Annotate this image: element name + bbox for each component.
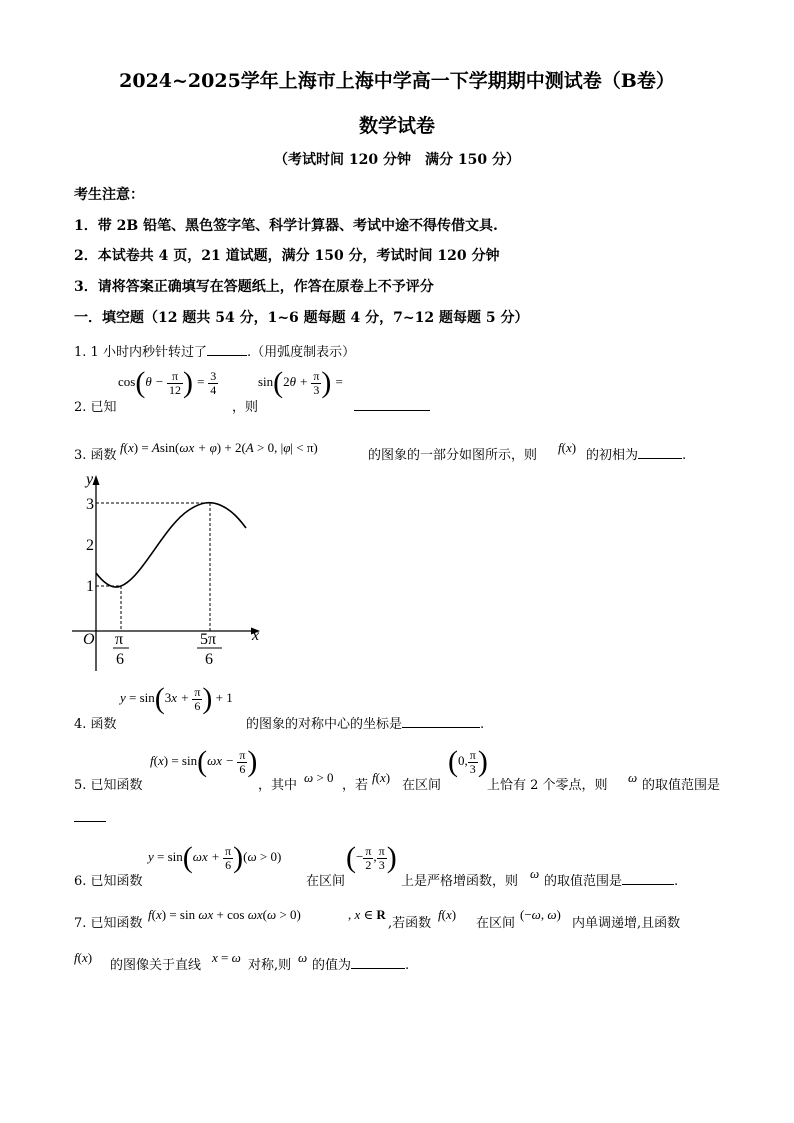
question-3-tail-text: 的初相为 [586, 448, 639, 463]
question-3-tail [586, 444, 686, 463]
question-6-tail: 上是严格增函数，则 [401, 874, 519, 889]
question-5-mid1: ，其中 [258, 778, 298, 793]
question-6-mid: 在区间 [306, 874, 346, 889]
question-4-formula: y = sin(3x + $\frac{\pi}{6}$ ) + 1 [120, 682, 233, 715]
question-2-mid: ，则 [232, 400, 259, 415]
notice-item-2: 2．本试卷共 4 页，21 道试题，满分 150 分，考试时间 120 分钟 [74, 248, 500, 264]
question-5-mid2: ，若 [342, 778, 369, 793]
question-7-domain: , x ∈ R [348, 907, 386, 922]
question-7-mid: ,若函数 [388, 916, 432, 931]
question-2-formula-1: cos(θ − $\frac{\pi}{12}$ ) = $\frac{3}{4}$ [118, 366, 217, 399]
question-5-omega: ω [628, 770, 638, 785]
question-7-line: x = ω [212, 950, 241, 965]
notice-item-3: 3．请将答案正确填写在答题纸上，作答在原卷上不予评分 [74, 279, 434, 295]
question-6-label: 6. 已知函数 [74, 874, 143, 889]
question-3-end: . [682, 448, 687, 463]
question-5-mid3: 在区间 [402, 778, 442, 793]
x-tick-pi6-numerator: π [115, 631, 124, 648]
question-6-omega: ω [530, 866, 540, 881]
question-2-formula-2: sin(2θ + $\frac{\pi}{3}$ ) = [258, 366, 344, 399]
section-heading: 一．填空题（12 题共 54 分，1~6 题每题 4 分，7~12 题每题 5 分） [74, 310, 529, 326]
answer-blank-3 [638, 446, 682, 459]
question-5-interval: (0, $\frac{\pi}{3}$ ) [448, 745, 488, 778]
question-7-interval: (−ω, ω) [520, 907, 561, 922]
question-7-label: 7. 已知函数 [74, 916, 143, 931]
question-7-line2c [312, 954, 409, 973]
answer-blank-4 [402, 715, 480, 728]
question-6-tail2-text: 的取值范围是 [544, 874, 623, 889]
exam-time-info: （考试时间 120 分钟 满分 150 分） [274, 152, 520, 168]
question-4-end: . [480, 717, 485, 732]
question-6-end: . [674, 874, 679, 889]
sine-curve [96, 503, 246, 587]
answer-blank-5 [74, 816, 106, 822]
origin-label: O [83, 631, 95, 648]
answer-blank-7 [351, 956, 405, 969]
function-graph [64, 468, 284, 673]
question-7-end: . [405, 958, 410, 973]
question-5-formula: f(x) = sin(ωx − $\frac{\pi}{6}$ ) [150, 745, 258, 778]
document-subtitle: 数学试卷 [358, 115, 435, 137]
question-3-formula: f(x) = Asin(ωx + φ) + 2(A > 0, |φ| < π) [120, 440, 318, 455]
question-7-fx: f(x) [438, 907, 457, 922]
question-1 [74, 341, 355, 360]
y-tick-label-1: 1 [86, 578, 94, 595]
question-7-fx-line2: f(x) [74, 950, 93, 965]
question-5-tail: 上恰有 2 个零点，则 [487, 778, 608, 793]
question-7-tail: 内单调递增,且函数 [572, 916, 681, 931]
y-tick-label-2: 2 [86, 537, 94, 554]
question-1-text: 1. 1 小时内秒针转过了 [74, 345, 207, 360]
x-axis-label: x [252, 627, 260, 644]
question-4-tail-text: 的图象的对称中心的坐标是 [246, 717, 403, 732]
notice-item-1: 1．带 2B 铅笔、黑色签字笔、科学计算器、考试中途不得传借文具. [74, 218, 498, 234]
question-7-line2a: 的图像关于直线 [110, 958, 202, 973]
question-6-interval: (− $\frac{\pi}{2}$ , $\frac{\pi}{3}$ ) [346, 841, 397, 874]
answer-blank-1 [207, 343, 247, 356]
x-tick-5pi6-numerator: 5π [200, 631, 217, 648]
question-3-fx: f(x) [558, 440, 577, 455]
question-1-tail: .（用弧度制表示） [246, 345, 356, 360]
question-5-tail2: 的取值范围是 [642, 778, 721, 793]
question-7-omega: ω [298, 950, 308, 965]
question-7-mid2: 在区间 [476, 916, 516, 931]
question-6-tail2 [544, 870, 678, 889]
question-3-label: 3. 函数 [74, 448, 117, 463]
y-axis-label: y [86, 471, 94, 488]
question-5-fx: f(x) [372, 770, 391, 785]
question-7-line2c-text: 的值为 [312, 958, 352, 973]
y-axis-arrow [93, 475, 100, 485]
x-tick-5pi6-denominator: 6 [205, 651, 213, 668]
question-5-omega-cond: ω > 0 [304, 770, 334, 785]
question-3-mid: 的图象的一部分如图所示，则 [368, 448, 538, 463]
question-4-label: 4. 函数 [74, 717, 117, 732]
question-2-label: 2. 已知 [74, 400, 117, 415]
question-7-formula: f(x) = sin ωx + cos ωx(ω > 0) [148, 907, 301, 922]
x-tick-pi6-denominator: 6 [116, 651, 124, 668]
notice-heading: 考生注意： [74, 187, 144, 203]
question-6-formula: y = sin(ωx + $\frac{\pi}{6}$ )(ω > 0) [148, 841, 282, 874]
y-tick-label-3: 3 [86, 496, 94, 513]
question-4-tail [246, 713, 484, 732]
answer-blank-2 [354, 398, 430, 411]
question-7-line2b: 对称,则 [248, 958, 292, 973]
question-5-label: 5. 已知函数 [74, 778, 143, 793]
document-title: 2024~2025学年上海市上海中学高一下学期期中测试卷（B卷） [119, 70, 675, 92]
answer-blank-6 [622, 872, 674, 885]
